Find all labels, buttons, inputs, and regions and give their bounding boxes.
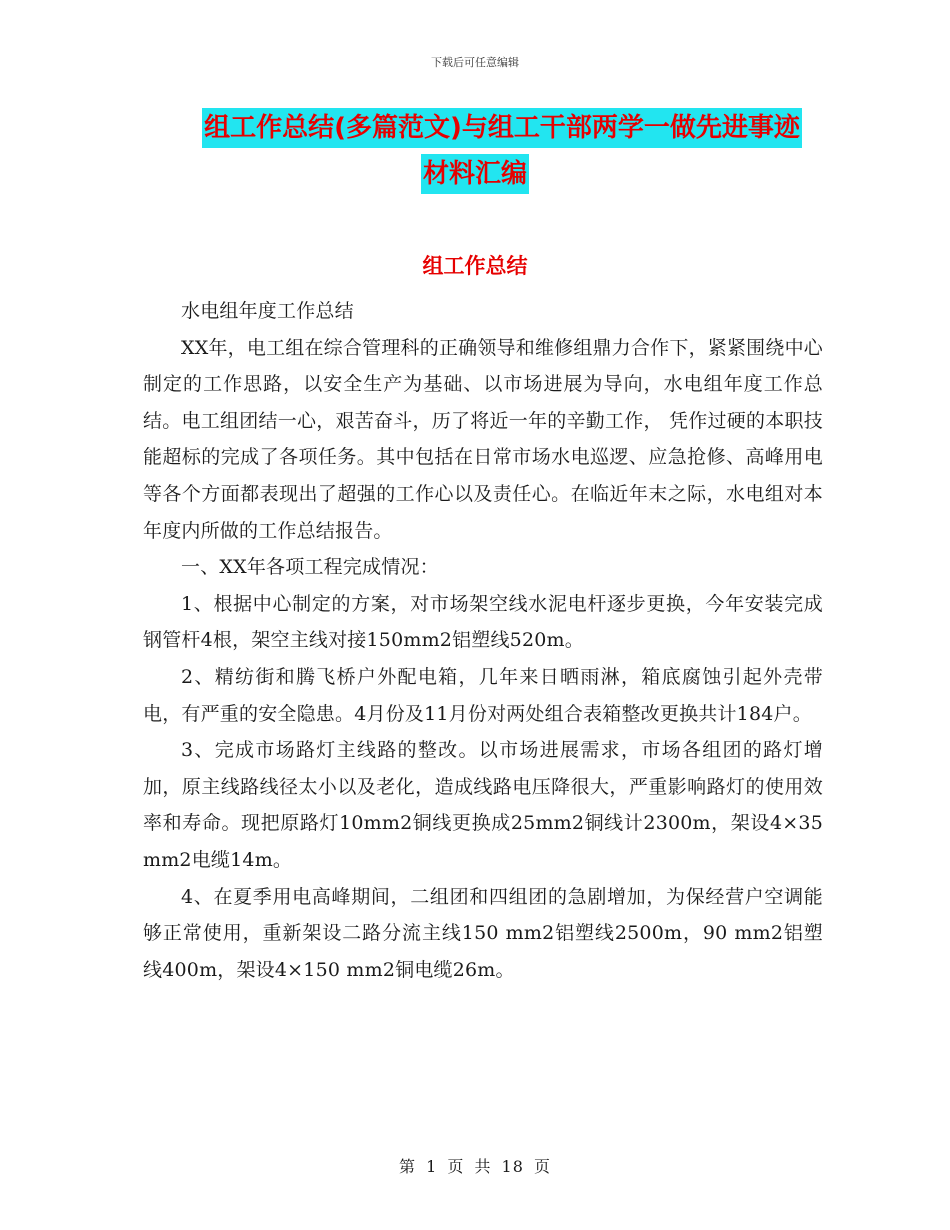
paragraph: 3、完成市场路灯主线路的整改。以市场进展需求，市场各组团的路灯增加，原主线路线径太小以及老化，造成线路电压降很大，严重影响路灯的使用效率和寿命。现把原路灯10mm2铜线更换成25mm2铜线计2300m，架设4×35 mm2电缆14m。 — [143, 739, 823, 871]
paragraph: 4、在夏季用电高峰期间，二组团和四组团的急剧增加，为保经营户空调能够正常使用，重新架设二路分流主线150 mm2铝塑线2500m，90 mm2铝塑线400m，架设4×150 mm2铜电缆26m。 — [143, 885, 823, 981]
paragraph-subtitle: 水电组年度工作总结 — [181, 300, 354, 322]
paragraph: 2、精纺街和腾飞桥户外配电箱，几年来日晒雨淋，箱底腐蚀引起外壳带电，有严重的安全隐患。4月份及11月份对两处组合表箱整改更换共计184户。 — [143, 665, 823, 725]
title-line-1: 组工作总结(多篇范文)与组工干部两学一做先进事迹 — [202, 108, 802, 148]
page-number-footer: 第 1 页 共 18 页 — [399, 1157, 551, 1176]
section-title: 组工作总结 — [422, 254, 528, 278]
title-line-2: 材料汇编 — [421, 154, 529, 194]
paragraph: XX年，电工组在综合管理科的正确领导和维修组鼎力合作下，紧紧围绕中心制定的工作思路，以安全生产为基础、以市场进展为导向，水电组年度工作总结。电工组团结一心，艰苦奋斗，历了将近一年的辛勤工作， 凭作过硬的本职技能超标的完成了各项任务。其中包括在日常市场水电巡逻、应急抢修、高峰用电等各个方面都表现出了超强的工作心以及责任心。在临近年末之际，水电组对本年度内所做的工作总结报告。 — [143, 336, 823, 542]
paragraph-heading: 一、XX年各项工程完成情况： — [181, 556, 439, 579]
document-body — [143, 293, 823, 988]
header-note: 下载后可任意编辑 — [431, 56, 519, 69]
paragraph: 1、根据中心制定的方案，对市场架空线水泥电杆逐步更换，今年安装完成钢管杆4根，架空主线对接150mm2铝塑线520m。 — [143, 592, 823, 652]
document-title — [140, 108, 810, 194]
